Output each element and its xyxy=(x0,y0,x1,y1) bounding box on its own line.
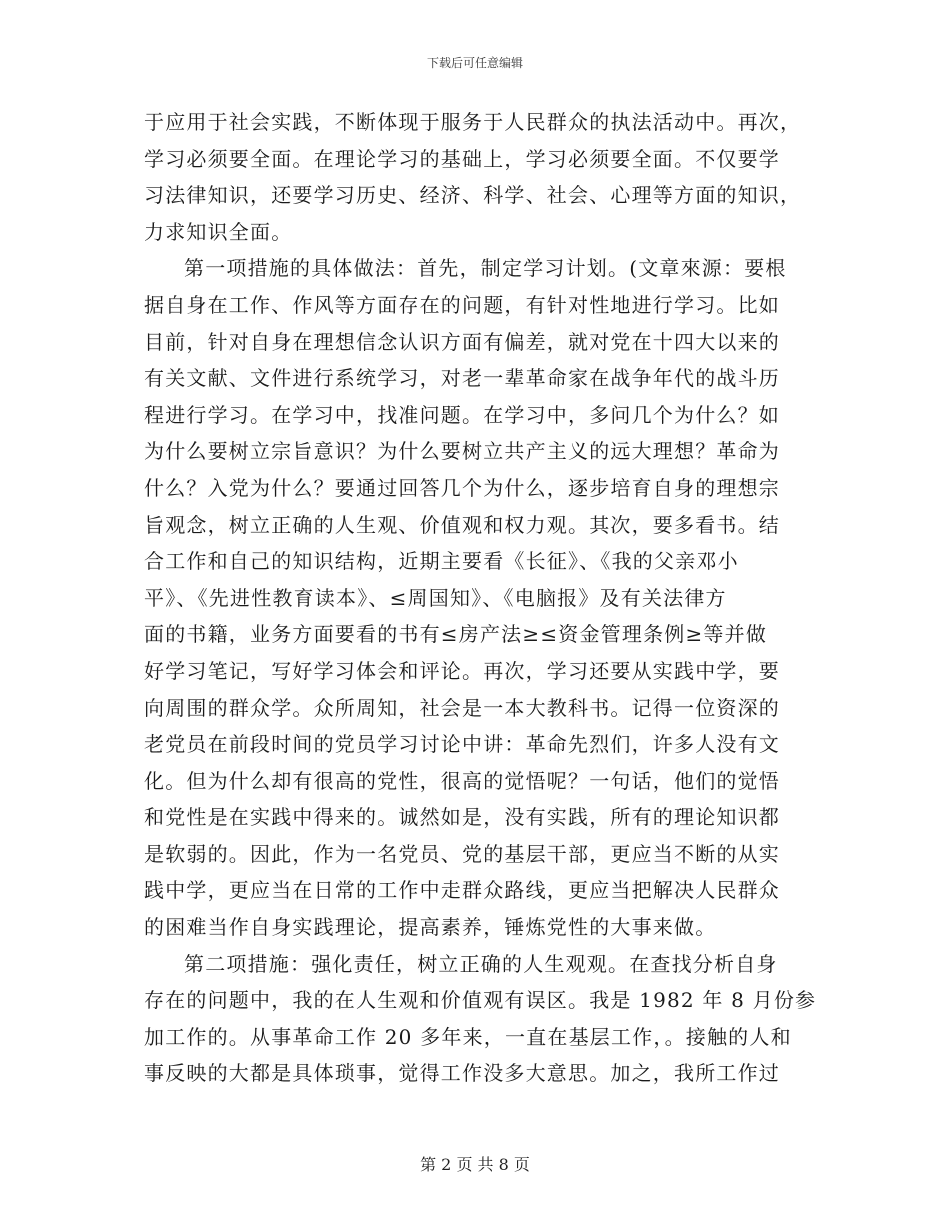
text-line: 面的书籍，业务方面要看的书有≤房产法≥≤资金管理条例≥等并做 xyxy=(144,622,768,647)
text-line: 于应用于社会实践，不断体现于服务于人民群众的执法活动中。再次， xyxy=(144,110,802,134)
paragraph-start-line: 第二项措施：强化责任，树立正确的人生观观。在查找分析自身 xyxy=(184,951,778,976)
text-line: 什么？入党为什么？要通过回答几个为什么，逐步培育自身的理想宗 xyxy=(144,475,780,500)
text-line: 力求知识全面。 xyxy=(144,219,293,244)
text-line: 化。但为什么却有很高的党性，很高的觉悟呢？一句话，他们的觉悟 xyxy=(144,768,780,793)
page-header: 下载后可任意编辑 xyxy=(426,56,523,70)
text-line: 有关文献、文件进行系统学习，对老一辈革命家在战争年代的战斗历 xyxy=(144,366,780,391)
text-line: 程进行学习。在学习中，找准问题。在学习中，多问几个为什么？如 xyxy=(144,402,780,427)
text-line: 老党员在前段时间的党员学习讨论中讲：革命先烈们，许多人没有文 xyxy=(144,732,780,757)
text-line: 好学习笔记，写好学习体会和评论。再次，学习还要从实践中学，要 xyxy=(144,658,780,683)
page-number-footer: 第 2 页 共 8 页 xyxy=(420,1155,530,1174)
text-line: 平》、《先进性教育读本》、≤周国知》、《电脑报》及有关法律方 xyxy=(144,585,727,610)
text-line: 旨观念，树立正确的人生观、价值观和权力观。其次，要多看书。结 xyxy=(144,512,780,537)
text-line: 学习必须要全面。在理论学习的基础上，学习必须要全面。不仅要学 xyxy=(144,146,780,171)
text-line: 目前，针对自身在理想信念认识方面有偏差，就对党在十四大以来的 xyxy=(144,329,780,354)
text-line: 和党性是在实践中得来的。诚然如是，没有实践，所有的理论知识都 xyxy=(144,805,780,830)
text-line: 合工作和自己的知识结构，近期主要看《长征》、《我的父亲邓小 xyxy=(144,549,739,574)
text-line: 向周围的群众学。众所周知，社会是一本大教科书。记得一位资深的 xyxy=(144,695,780,720)
text-line: 是软弱的。因此，作为一名党员、党的基层干部，更应当不断的从实 xyxy=(144,841,780,866)
text-line: 的困难当作自身实践理论，提高素养，锤炼党性的大事来做。 xyxy=(144,915,717,940)
document-body xyxy=(144,104,817,1092)
text-line: 习法律知识，还要学习历史、经济、科学、社会、心理等方面的知识， xyxy=(144,183,802,208)
text-line: 践中学，更应当在日常的工作中走群众路线，更应当把解决人民群众 xyxy=(144,878,780,903)
text-line: 事反映的大都是具体琐事，觉得工作没多大意思。加之，我所工作过 xyxy=(144,1061,780,1086)
text-line: 据自身在工作、作风等方面存在的问题，有针对性地进行学习。比如 xyxy=(144,292,780,317)
text-line: 为什么要树立宗旨意识？为什么要树立共产主义的远大理想？革命为 xyxy=(144,439,780,464)
text-line: 加工作的。从事革命工作 20 多年来，一直在基层工作，。接触的人和 xyxy=(144,1024,792,1049)
paragraph-start-line: 第一项措施的具体做法：首先，制定学习计划。(文章來源：要根 xyxy=(184,256,787,281)
text-line: 存在的问题中，我的在人生观和价值观有误区。我是 1982 年 8 月份参 xyxy=(144,988,817,1013)
